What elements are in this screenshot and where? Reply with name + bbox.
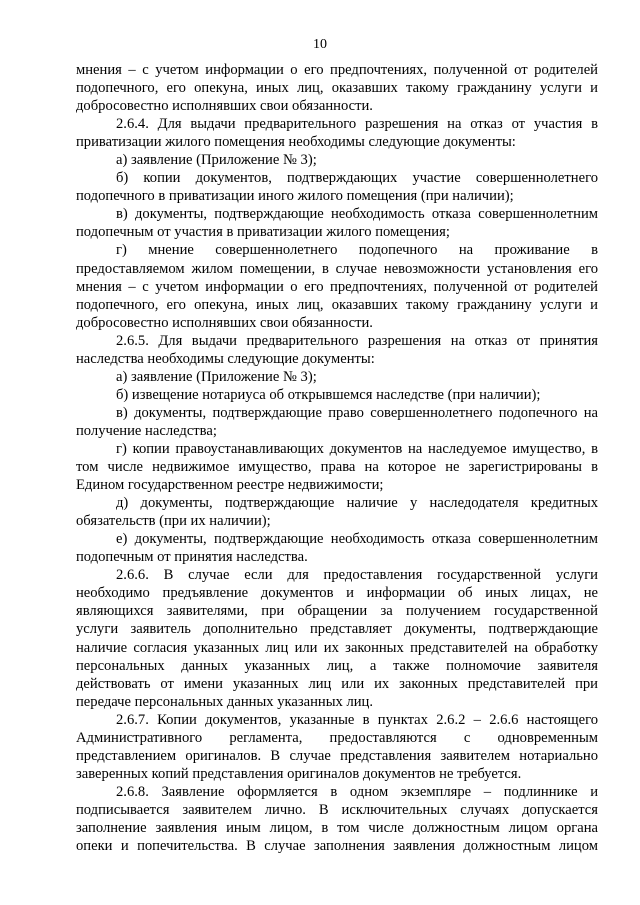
text-line: заполнение заявления иным лицом, в том числе должностным лицом органа	[76, 819, 598, 836]
text-line: представлением оригиналов. В случае представления заявителем нотариально	[76, 747, 598, 764]
text-line: приватизации жилого помещения необходимы следующие документы:	[76, 134, 516, 151]
text-line: наличие согласия указанных лиц или их законных представителей на обработку	[76, 639, 598, 656]
text-line: 2.6.5. Для выдачи предварительного разрешения на отказ от принятия	[116, 332, 598, 349]
document-body	[76, 61, 598, 855]
text-line: в) документы, подтверждающие право совершеннолетнего подопечного на	[116, 404, 598, 421]
text-line: б) копии документов, подтверждающих участие совершеннолетнего	[116, 170, 598, 187]
text-line: в) документы, подтверждающие необходимость отказа совершеннолетним	[116, 206, 598, 223]
text-line: подопечным от принятия наследства.	[76, 549, 308, 566]
text-line: передаче персональных данных указанных лиц.	[76, 693, 374, 710]
text-line: г) копии правоустанавливающих документов на наследуемое имущество, в	[116, 440, 598, 457]
text-line: д) документы, подтверждающие наличие у наследодателя кредитных	[116, 495, 598, 512]
text-line: 2.6.8. Заявление оформляется в одном экземпляре – подлиннике и	[116, 783, 598, 800]
text-line: получение наследства;	[76, 422, 217, 439]
text-line: а) заявление (Приложение № 3);	[116, 368, 317, 385]
text-line: являющихся заявителями, при обращении за получением государственной	[76, 603, 598, 620]
page-number: 10	[313, 37, 327, 52]
text-line: е) документы, подтверждающие необходимость отказа совершеннолетним	[116, 531, 598, 548]
text-line: подписывается заявителем лично. В исключительных случаях допускается	[76, 801, 598, 818]
text-line: добросовестно исполнявших свои обязанности.	[76, 314, 373, 331]
text-line: обязательств (при их наличии);	[76, 513, 271, 530]
text-line: подопечного, его опекуна, иных лиц, оказавших такому гражданину услуги и	[76, 296, 598, 313]
text-line: Едином государственном реестре недвижимости;	[76, 477, 384, 494]
text-line: подопечным от участия в приватизации жилого помещения;	[76, 224, 450, 241]
text-line: опеки и попечительства. В случае заполнения заявления должностным лицом	[76, 838, 598, 855]
text-line: подопечного в приватизации иного жилого помещения (при наличии);	[76, 188, 514, 205]
text-line: персональных данных указанных лиц, а также полномочие заявителя	[76, 657, 598, 674]
text-line: необходимо предъявление документов и информации об иных лицах, не	[76, 585, 598, 602]
text-line: 2.6.7. Копии документов, указанные в пунктах 2.6.2 – 2.6.6 настоящего	[116, 711, 598, 728]
text-line: а) заявление (Приложение № 3);	[116, 152, 317, 169]
text-line: подопечного, его опекуна, иных лиц, оказавших такому гражданину услуги и	[76, 80, 598, 97]
text-line: добросовестно исполнявших свои обязанности.	[76, 98, 373, 115]
text-line: предоставляемом жилом помещении, в случае невозможности установления его	[76, 260, 598, 277]
text-line: услуги заявитель дополнительно представляет документы, подтверждающие	[76, 621, 598, 638]
text-line: б) извещение нотариуса об открывшемся наследстве (при наличии);	[116, 386, 541, 403]
text-line: наследства необходимы следующие документы:	[76, 350, 375, 367]
text-line: том числе недвижимое имущество, права на которое не зарегистрированы в	[76, 459, 598, 476]
text-line: заверенных копий представления оригиналов документов не требуется.	[76, 765, 522, 782]
text-line: 2.6.4. Для выдачи предварительного разрешения на отказ от участия в	[116, 116, 598, 133]
text-line: действовать от имени указанных лиц или их законных представителей при	[76, 675, 598, 692]
text-line: 2.6.6. В случае если для предоставления государственной услуги	[116, 567, 598, 584]
text-line: мнения – с учетом информации о его предпочтениях, полученной от родителей	[76, 62, 598, 78]
text-line: Административного регламента, предоставляются с одновременным	[76, 729, 598, 746]
text-line: г) мнение совершеннолетнего подопечного на проживание в	[116, 242, 598, 259]
text-line: мнения – с учетом информации о его предпочтениях, полученной от родителей	[76, 278, 598, 295]
